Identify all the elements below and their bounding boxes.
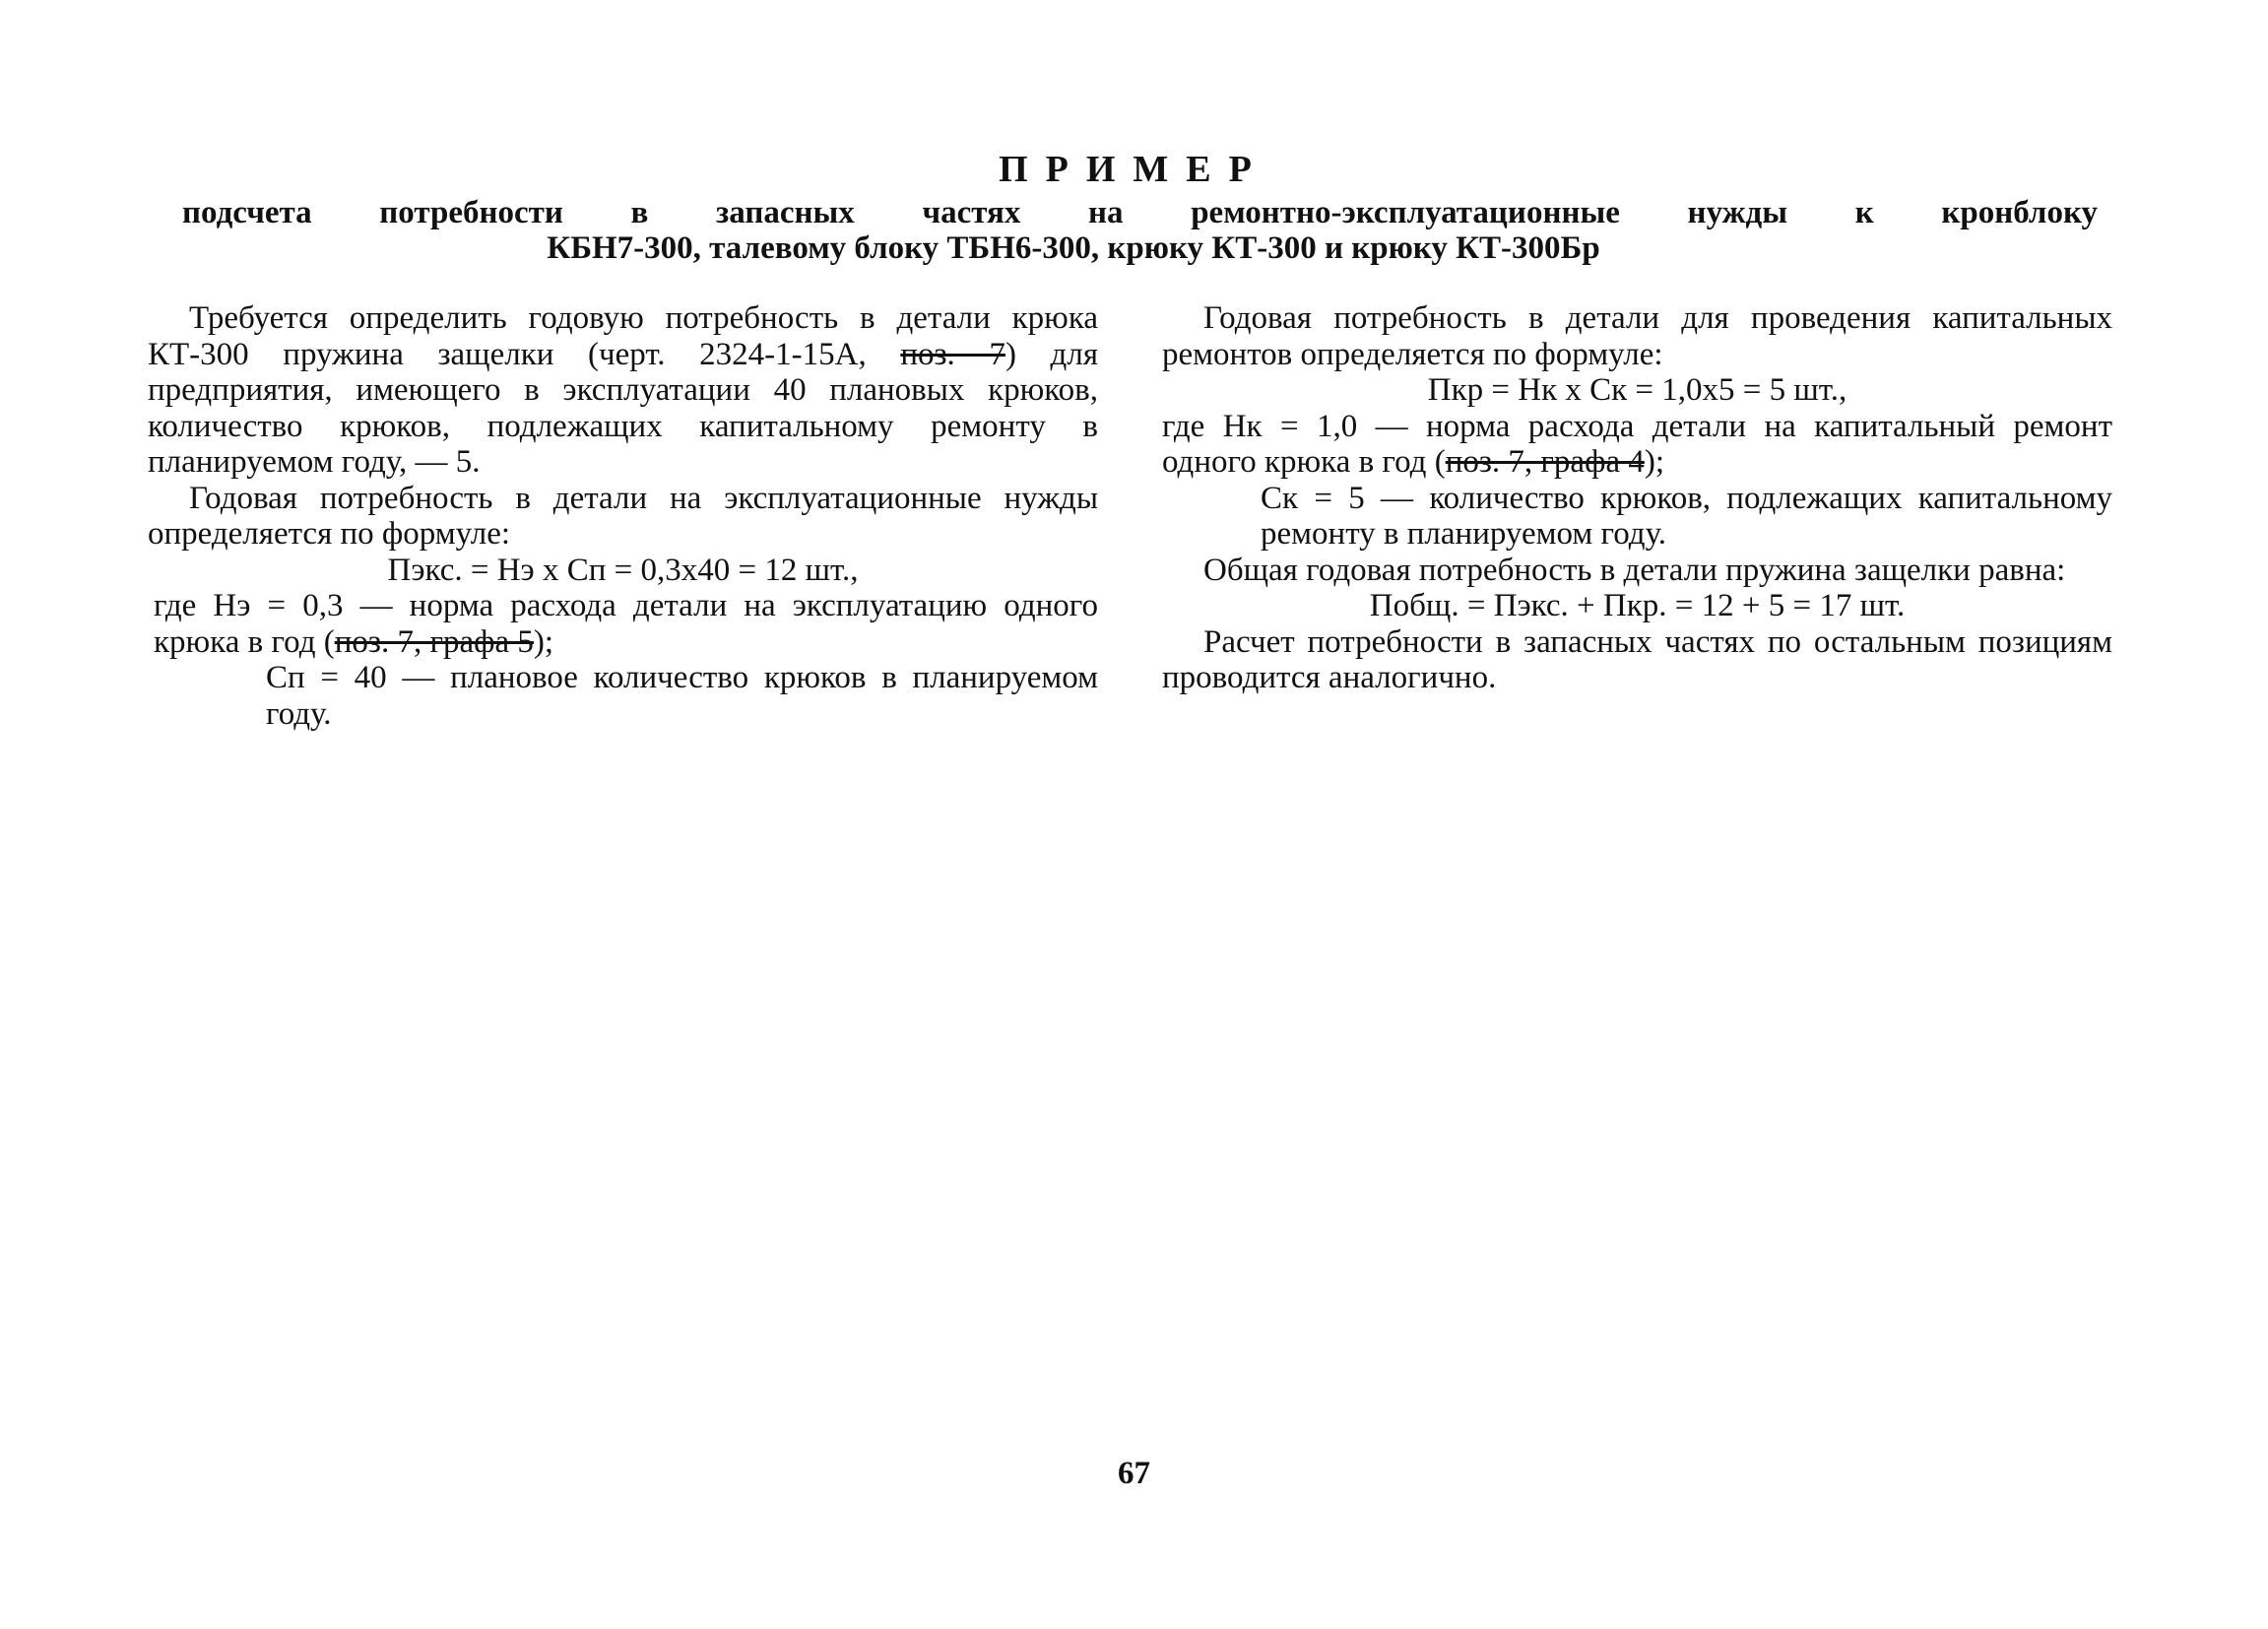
left-formula: Пэкс. = Нэ х Сп = 0,3х40 = 12 шт., (387, 552, 859, 588)
right-paragraph-3: Расчет потребности в запасных частях по остальным позициям проводится аналогично. (1162, 623, 2112, 695)
document-heading: ПРИМЕР (999, 149, 1269, 190)
left-where-1-end: ); (533, 623, 554, 660)
left-where-1-struck: поз. 7, графа 5 (334, 623, 534, 660)
right-where-1 (1162, 409, 2112, 481)
left-paragraph-2: Годовая потребность в детали на эксплуатационные нужды определяется по формуле: (148, 480, 1098, 552)
left-column (148, 300, 1098, 732)
left-paragraph-1-text: Требуется определить годовую потребность в детали крюка КТ-300 пружина защелки (черт. 2324-1-15А, (148, 300, 1098, 372)
right-formula: Пкр = Нк х Ск = 1,0х5 = 5 шт., (1427, 372, 1847, 408)
right-where-2: Ск = 5 — количество крюков, подлежащих капитальному ремонту в планируемом году. (1261, 480, 2112, 552)
right-formula-2: Побщ. = Пэкс. + Пкр. = 12 + 5 = 17 шт. (1369, 588, 1906, 623)
left-where-2: Сп = 40 — плановое количество крюков в планируемом году. (266, 660, 1098, 732)
right-paragraph-2: Общая годовая потребность в детали пружина защелки равна: (1203, 552, 2066, 588)
right-column (1162, 300, 2112, 696)
right-where-1-end: ); (1644, 444, 1665, 480)
left-paragraph-1 (148, 300, 1098, 481)
left-where-1-text: где Нэ = 0,3 — норма расхода детали на эксплуатацию одного крюка в год ( (154, 588, 1098, 660)
document-subtitle-line1: подсчета потребности в запасных частях на ремонтно-эксплуатационные нужды к кронблоку (182, 195, 2098, 230)
document-subtitle-line2: КБН7-300, талевому блоку ТБН6-300, крюку КТ-300 и крюку КТ-300Бр (547, 230, 1600, 266)
left-paragraph-1-struck: поз. 7 (900, 336, 1005, 372)
right-paragraph-1: Годовая потребность в детали для проведения капитальных ремонтов определяется по формуле: (1162, 300, 2112, 372)
left-paragraph-1-end: ) для предприятия, имеющего в эксплуатации 40 плановых крюков, количество крюков, подлежащих капитальному ремонту в планируемом году, — 5. (148, 336, 1098, 480)
left-where-1 (148, 588, 1098, 660)
page-number: 67 (1118, 1456, 1150, 1491)
right-where-1-struck: поз. 7, графа 4 (1445, 444, 1645, 480)
right-where-1-text: где Нк = 1,0 — норма расхода детали на капитальный ремонт одного крюка в год ( (1162, 408, 2112, 480)
